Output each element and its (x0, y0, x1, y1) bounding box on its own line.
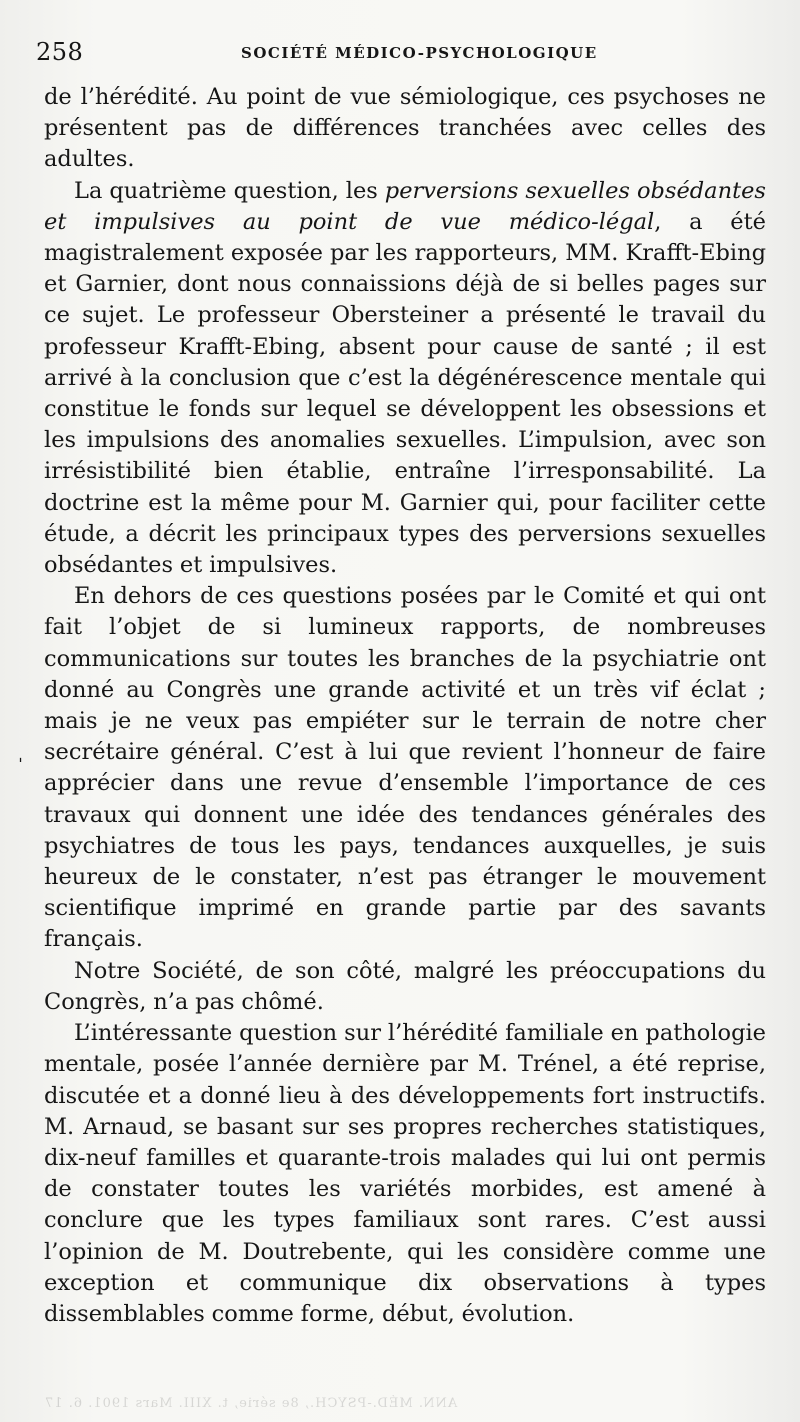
italic-text-run: perversions sexuelles obsédantes et impulsives au point de vue médico-légal (44, 177, 766, 235)
paragraph (44, 1018, 766, 1330)
bleed-through-footer: ANN. MÉD.-PSYCH., 8e série, t. XIII. Mars 1901. 6. 17 (44, 1396, 458, 1411)
page-number: 258 (36, 38, 84, 66)
paragraph (44, 956, 766, 1018)
margin-mark: ˌ (18, 744, 23, 765)
page-header (36, 38, 766, 72)
paragraph (44, 581, 766, 955)
text-run: Notre Société, de son côté, malgré les préoccupations du Congrès, n’a pas chômé. (44, 957, 766, 1015)
paragraph (44, 82, 766, 176)
paragraph (44, 176, 766, 582)
text-run: L’intéressante question sur l’hérédité familiale en pathologie mentale, posée l’année dernière par M. Trénel, a été reprise, discutée et a donné lieu à des développements fort instructifs. M. Arnaud, se basant sur ses propres recherches statistiques, dix-neuf familles et quarante-trois malades qui lui ont permis de constater toutes les variétés morbides, est amené à conclure que les types familiaux sont rares. C’est aussi l’opinion de M. Doutrebente, qui les considère comme une exception et communique dix observations à types dissemblables comme forme, début, évolution. (44, 1020, 766, 1327)
text-run: , a été magistralement exposée par les rapporteurs, MM. Krafft-Ebing et Garnier, dont nous connaissions déjà de si belles pages sur ce sujet. Le professeur Obersteiner a présenté le travail du professeur Krafft-Ebing, absent pour cause de santé ; il est arrivé à la conclusion que c’est la dégénérescence mentale qui constitue le fonds sur lequel se développent les obsessions et les impulsions des anomalies sexuelles. L’impulsion, avec son irrésistibilité bien établie, entraîne l’irresponsabilité. La doctrine est la même pour M. Garnier qui, pour faciliter cette étude, a décrit les principaux types des perversions sexuelles obsédantes et impulsives. (44, 208, 766, 579)
running-head: SOCIÉTÉ MÉDICO-PSYCHOLOGIQUE (241, 44, 598, 62)
text-run: En dehors de ces questions posées par le Comité et qui ont fait l’objet de si lumineux rapports, de nombreuses communications sur toutes les branches de la psychiatrie ont donné au Congrès une grande activité et un très vif éclat ; mais je ne veux pas empiéter sur le terrain de notre cher secrétaire général. C’est à lui que revient l’honneur de faire apprécier dans une revue d’ensemble l’importance de ces travaux qui donnent une idée des tendances générales des psychiatres de tous les pays, tendances auxquelles, je suis heureux de le constater, n’est pas étranger le mouvement scientifique imprimé en grande partie par des savants français. (44, 583, 766, 953)
text-run: La quatrième question, les (74, 177, 385, 204)
text-run: de l’hérédité. Au point de vue sémiologique, ces psychoses ne présentent pas de différences tranchées avec celles des adultes. (44, 84, 766, 173)
body-text (44, 82, 766, 1330)
